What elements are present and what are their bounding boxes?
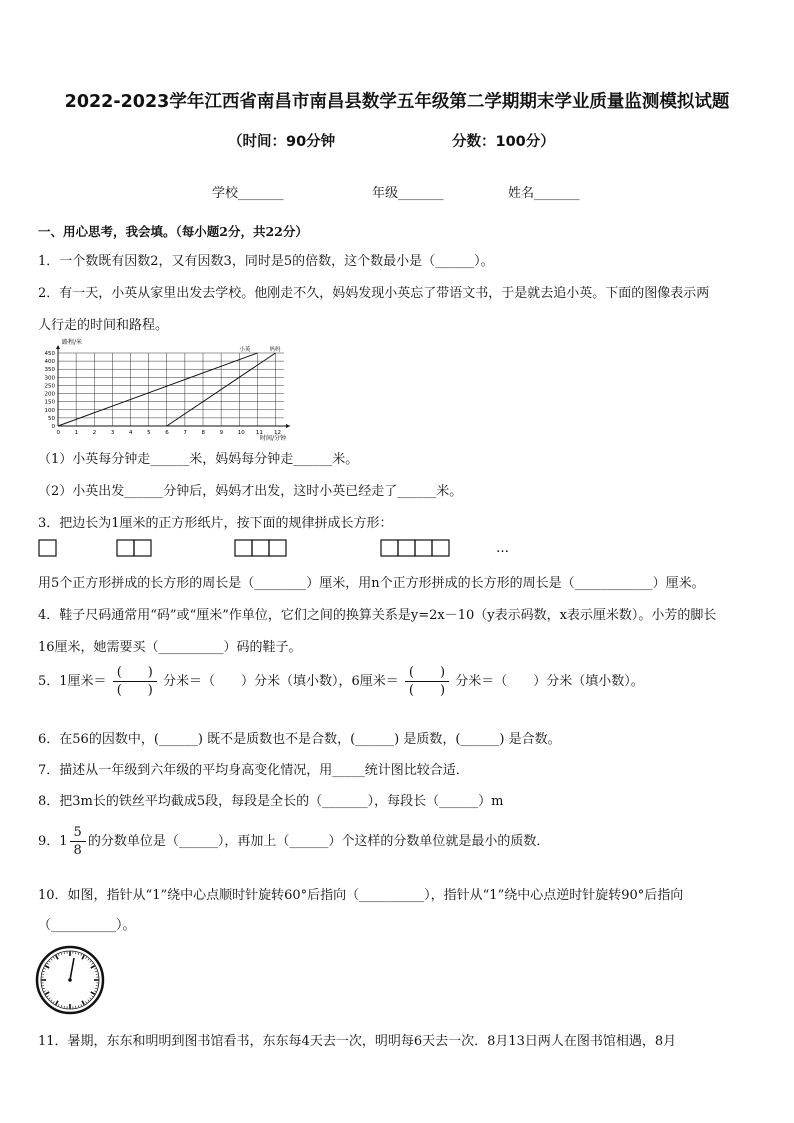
- question-8: 8．把3m长的铁丝平均截成5段，每段是全长的（_______），每段长（______）m: [38, 794, 504, 809]
- question-9: [38, 824, 549, 859]
- x-tick-label: 12: [274, 430, 281, 436]
- pattern-2-square: [117, 540, 134, 556]
- question-5-part-1: 5．1厘米＝: [38, 674, 107, 689]
- exam-score: 分数：100分）: [452, 134, 555, 150]
- y-tick-label: 50: [48, 415, 55, 422]
- series-label-1: 小英: [239, 347, 251, 353]
- y-tick-label: 150: [44, 399, 55, 406]
- fraction-2-numerator: ( ): [405, 664, 449, 682]
- fraction-1: [113, 664, 157, 699]
- x-tick-label: 10: [237, 430, 245, 436]
- chart-grid: [58, 353, 284, 426]
- question-5-part-2: 分米＝（ ）分米（填小数），6厘米＝: [162, 674, 399, 689]
- mixed-fraction-denominator: 8: [73, 843, 82, 858]
- question-6: 6．在56的因数中，(______) 既不是质数也不是合数，(______) 是质数，(______) 是合数。: [38, 732, 561, 747]
- school-field: 学校_______: [212, 186, 284, 201]
- y-tick-label: 200: [44, 391, 55, 398]
- question-2-sub-1: （1）小英每分钟走______米，妈妈每分钟走______米。: [38, 452, 359, 467]
- question-3-answer: 用5个正方形拼成的长方形的周长是（________）厘米，用n个正方形拼成的长方形的周长是（____________）厘米。: [38, 576, 705, 591]
- clock-center: [68, 978, 72, 982]
- pattern-3-square: [235, 540, 252, 556]
- mixed-fraction: [70, 824, 86, 859]
- question-10-line-2: （__________）。: [38, 918, 136, 933]
- name-field: 姓名_______: [508, 186, 580, 201]
- pattern-4-square: [381, 540, 398, 556]
- x-tick-label: 3: [110, 430, 115, 436]
- pattern-4-square: [432, 540, 449, 556]
- x-tick-label: 6: [165, 430, 169, 436]
- y-tick-label: 100: [44, 407, 55, 414]
- series-line-1: [58, 353, 257, 426]
- x-tick-label: 1: [74, 430, 79, 436]
- fraction-1-numerator: ( ): [113, 664, 157, 682]
- fraction-2-denominator: ( ): [408, 683, 446, 698]
- question-5: [38, 664, 644, 699]
- mixed-fraction-numerator: 5: [70, 824, 86, 842]
- exam-title: 2022-2023学年江西省南昌市南昌县数学五年级第二学期期末学业质量监测模拟试题: [64, 92, 730, 112]
- pattern-3-square: [269, 540, 286, 556]
- x-tick-label: 2: [92, 430, 97, 436]
- y-axis-label: 路程/米: [62, 339, 83, 346]
- chart-axes: [56, 345, 290, 428]
- question-9-rest: 的分数单位是（______），再加上（______）个这样的分数单位就是最小的质数．: [87, 834, 550, 849]
- y-tick-label: 250: [44, 383, 55, 390]
- fraction-1-denominator: ( ): [116, 683, 153, 698]
- question-1: 1．一个数既有因数2，又有因数3，同时是5的倍数，这个数最小是（______）。: [38, 254, 494, 269]
- exam-time: （时间：90分钟: [228, 134, 336, 150]
- y-tick-label: 350: [44, 367, 55, 374]
- x-tick-label: 8: [201, 430, 205, 436]
- pattern-4-square: [398, 540, 415, 556]
- x-tick-label: 4: [129, 430, 133, 436]
- question-2-line-1: 2．有一天，小英从家里出发去学校。他刚走不久，妈妈发现小英忘了带语文书，于是就去追小英。下面的图像表示两: [38, 286, 710, 301]
- x-axis-arrow: [286, 424, 290, 428]
- y-axis-arrow: [56, 345, 60, 349]
- y-tick-label: 0: [51, 424, 55, 430]
- question-2-line-2: 人行走的时间和路程。: [38, 318, 169, 333]
- pattern-ellipsis: …: [496, 541, 509, 556]
- x-tick-label: 0: [56, 430, 60, 436]
- question-3: 3．把边长为1厘米的正方形纸片，按下面的规律拼成长方形：: [38, 516, 393, 531]
- x-axis-label: 时间/分钟: [260, 435, 287, 442]
- series-label-2: 妈妈: [269, 347, 281, 353]
- y-tick-label: 300: [44, 375, 55, 382]
- section-1-title: 一、用心思考，我会填。（每小题2分，共22分）: [38, 224, 308, 239]
- x-tick-label: 11: [255, 430, 263, 436]
- grade-field: 年级_______: [372, 186, 444, 201]
- question-11-line-1: 11．暑期，东东和明明到图书馆看书，东东每4天去一次，明明每6天去一次．8月13日两人在图书馆相遇，8月: [38, 1034, 677, 1049]
- question-4-line-2: 16厘米，她需要买（__________）码的鞋子。: [38, 640, 302, 655]
- pattern-1-square: [39, 540, 56, 556]
- question-9-prefix: 9．1: [38, 834, 68, 849]
- square-pattern: [38, 538, 518, 558]
- question-4-line-1: 4．鞋子尺码通常用“码”或“厘米”作单位，它们之间的换算关系是y=2x－10（y表示码数，x表示厘米数）。小芳的脚长: [38, 608, 717, 623]
- y-tick-label: 400: [44, 359, 55, 366]
- question-10-line-1: 10．如图，指针从“1”绕中心点顺时针旋转60°后指向（__________），指针从“1”绕中心点逆时针旋转90°后指向: [38, 888, 684, 903]
- y-tick-label: 450: [44, 351, 55, 357]
- question-7: 7．描述从一年级到六年级的平均身高变化情况，用_____统计图比较合适．: [38, 763, 469, 778]
- pattern-2-square: [134, 540, 151, 556]
- clock-figure: [34, 944, 106, 1016]
- question-2-sub-2: （2）小英出发______分钟后，妈妈才出发，这时小英已经走了______米。: [38, 484, 463, 499]
- distance-time-chart: [28, 336, 298, 444]
- x-tick-label: 9: [219, 430, 224, 436]
- question-5-part-3: 分米＝（ ）分米（填小数）。: [455, 674, 644, 689]
- x-tick-label: 5: [147, 430, 151, 436]
- pattern-4-square: [415, 540, 432, 556]
- fraction-2: [405, 664, 449, 699]
- x-tick-label: 7: [183, 430, 187, 436]
- pattern-3-square: [252, 540, 269, 556]
